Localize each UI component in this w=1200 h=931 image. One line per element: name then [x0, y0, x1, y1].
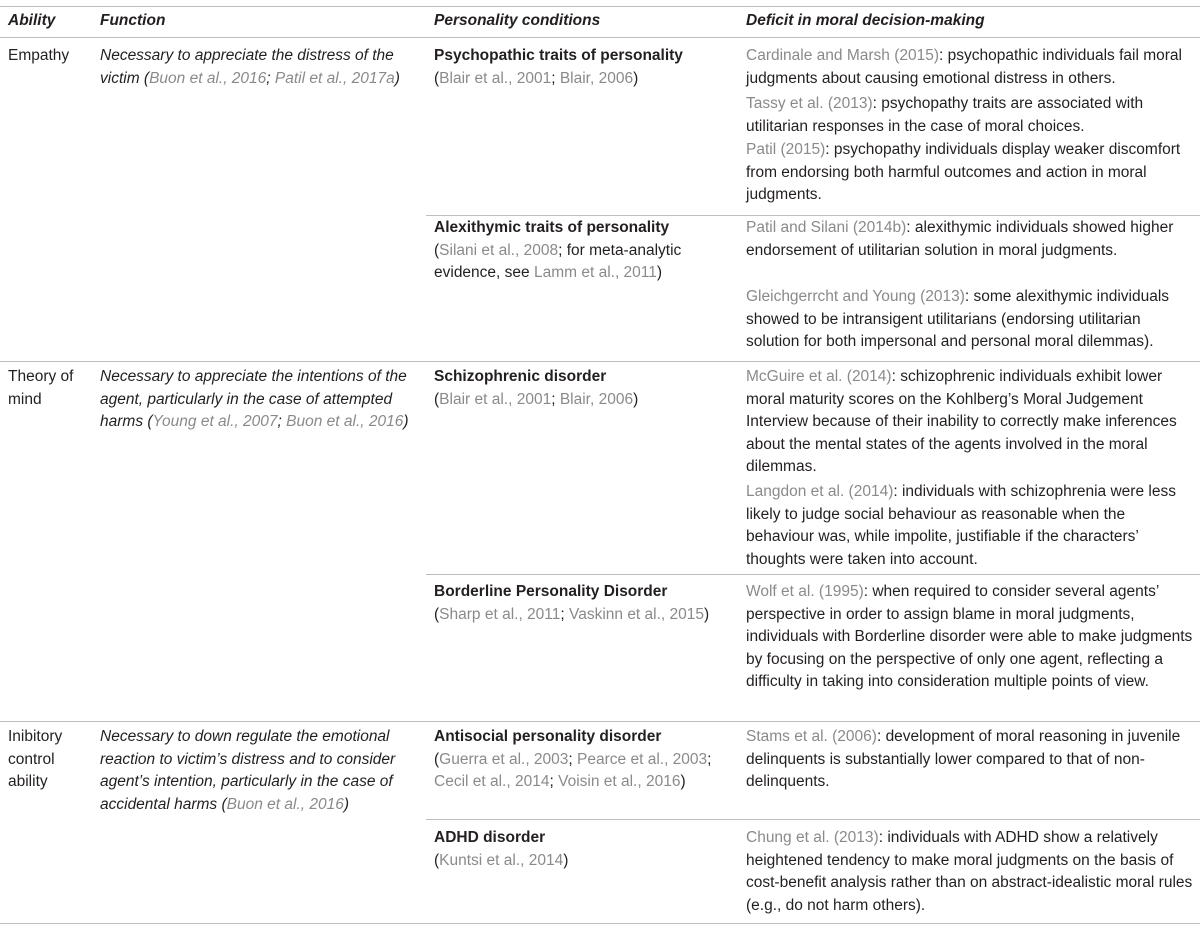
condition-references — [434, 850, 734, 873]
citation-link[interactable]: Buon et al., 2016 — [286, 413, 404, 430]
citation-link[interactable]: Blair, 2006 — [559, 390, 634, 408]
row-divider — [426, 574, 1200, 575]
condition-cell — [434, 366, 734, 411]
deficit-text: : psychopathy traits are associated with utilitarian responses in the case of moral choices. — [746, 95, 1144, 135]
citation-link[interactable]: Buon et al., 2016 — [226, 795, 344, 813]
header-ability: Ability — [8, 12, 56, 29]
citation-link[interactable]: Wolf et al. (1995) — [746, 583, 864, 600]
ability-cell: Theory of mind — [8, 368, 74, 408]
citation-link[interactable]: Patil et al., 2017a — [274, 69, 395, 87]
deficit-text: : individuals with schizophrenia were less likely to judge social behaviour as reasonable when the behaviour was, while impolite, justifiable if the characters’ thoughts were taken into account. — [746, 483, 1176, 568]
citation-link[interactable]: Blair, 2006 — [559, 69, 634, 87]
citation-link[interactable]: Cardinale and Marsh (2015) — [746, 47, 939, 64]
deficit-text: : psychopathic individuals fail moral judgments about causing emotional distress in others. — [746, 47, 1182, 87]
condition-references — [434, 68, 734, 91]
function-text: Necessary to appreciate the distress of the victim ( — [100, 47, 394, 87]
condition-cell — [434, 581, 734, 626]
paren-close: ) — [704, 605, 710, 623]
paren-close: ) — [656, 264, 663, 281]
condition-title: Alexithymic traits of personality — [434, 219, 670, 236]
citation-link[interactable]: Gleichgerrcht and Young (2013) — [746, 288, 965, 305]
citation-link[interactable]: Patil (2015) — [746, 141, 826, 158]
row-divider — [0, 361, 1200, 362]
header-bottom-rule — [0, 37, 1200, 38]
paren-close: ) — [633, 69, 639, 87]
paren-close: ) — [394, 69, 400, 87]
header-deficit: Deficit in moral decision-making — [746, 12, 985, 29]
deficit-text: : individuals with ADHD show a relatively heightened tendency to make moral judgments on the basis of cost-benefit analysis rather than on abstract-idealistic moral rules (e.g., do not harm others). — [746, 829, 1193, 914]
condition-references — [434, 389, 734, 412]
condition-cell — [434, 45, 734, 90]
paren-close: ) — [680, 773, 686, 790]
citation-link[interactable]: Langdon et al. (2014) — [746, 483, 894, 500]
paren-open: ( — [434, 241, 440, 259]
citation-link[interactable]: Lamm et al., 2011 — [533, 264, 657, 281]
paren-open: ( — [434, 750, 440, 768]
table-bottom-rule — [0, 923, 1200, 924]
citation-separator: ; — [277, 413, 287, 430]
citation-separator: ; — [707, 750, 712, 768]
paren-open: ( — [434, 69, 440, 87]
condition-title: ADHD disorder — [434, 829, 546, 846]
deficit-entry — [746, 217, 1194, 262]
citation-separator: ; — [551, 69, 560, 87]
citation-link[interactable]: Young et al., 2007 — [152, 413, 278, 430]
citation-link[interactable]: Guerra et al., 2003 — [439, 750, 569, 768]
citation-link[interactable]: Cecil et al., 2014 — [434, 773, 550, 790]
citation-link[interactable]: Blair et al., 2001 — [439, 390, 552, 408]
function-cell — [100, 726, 418, 816]
function-cell — [100, 45, 418, 90]
citation-separator: ; — [549, 773, 559, 790]
condition-cell — [434, 217, 734, 285]
ability-cell: Empathy — [8, 47, 70, 64]
header-personality-conditions: Personality conditions — [434, 12, 601, 29]
header-function: Function — [100, 12, 166, 29]
function-cell — [100, 366, 418, 434]
deficit-text: : some alexithymic individuals showed to be intransigent utilitarians (endorsing utilitarian solution for both impersonal and personal moral dilemmas). — [746, 288, 1170, 350]
citation-link[interactable]: Tassy et al. (2013) — [746, 95, 873, 112]
citation-link[interactable]: Voisin et al., 2016 — [558, 773, 681, 790]
condition-references — [434, 604, 734, 627]
citation-separator: ; — [568, 750, 578, 768]
deficit-entry — [746, 139, 1194, 207]
citation-link[interactable]: Pearce et al., 2003 — [577, 750, 708, 768]
citation-link[interactable]: Silani et al., 2008 — [439, 241, 559, 259]
deficit-entry — [746, 481, 1194, 571]
condition-title: Borderline Personality Disorder — [434, 583, 668, 600]
function-text: Necessary to appreciate the intentions of the agent, particularly in the case of attempted harms ( — [100, 368, 407, 430]
condition-cell — [434, 726, 734, 794]
paren-close: ) — [563, 851, 569, 869]
citation-link[interactable]: Blair et al., 2001 — [439, 69, 552, 87]
deficit-text: : schizophrenic individuals exhibit lower moral maturity scores on the Kohlberg’s Moral Judgement Interview because of their inability to correctly make inferences about the mental states of the agents involved in the moral dilemmas. — [746, 368, 1177, 475]
paren-open: ( — [434, 390, 440, 408]
deficit-entry — [746, 286, 1194, 354]
condition-cell — [434, 827, 734, 872]
citation-link[interactable]: Vaskinn et al., 2015 — [569, 605, 705, 623]
citation-link[interactable]: Patil and Silani (2014b) — [746, 219, 907, 236]
table-top-rule — [0, 6, 1200, 7]
citation-link[interactable]: Stams et al. (2006) — [746, 728, 877, 745]
citation-link[interactable]: Kuntsi et al., 2014 — [439, 851, 564, 869]
paren-close: ) — [403, 413, 409, 430]
condition-title: Schizophrenic disorder — [434, 368, 607, 385]
citation-separator: ; — [551, 390, 560, 408]
paren-open: ( — [434, 605, 440, 623]
citation-separator: ; for meta-analytic evidence, see — [434, 241, 682, 281]
condition-title: Antisocial personality disorder — [434, 728, 662, 745]
deficit-entry — [746, 366, 1194, 479]
deficit-text: : development of moral reasoning in juvenile delinquents is substantially lower compared to that of non-delinquents. — [746, 728, 1181, 790]
condition-references — [434, 240, 734, 285]
paren-open: ( — [434, 851, 440, 869]
deficit-entry — [746, 726, 1194, 794]
deficit-text: : psychopathy individuals display weaker discomfort from endorsing both harmful outcomes and action in moral judgments. — [746, 141, 1181, 203]
citation-link[interactable]: Buon et al., 2016 — [149, 69, 267, 87]
condition-title: Psychopathic traits of personality — [434, 47, 683, 64]
deficit-text: : when required to consider several agents’ perspective in order to assign blame in moral judgments, individuals with Borderline disorder were able to make judgments by focusing on the perspective of only one agent, reflecting a difficulty in taking into consideration multiple points of view. — [746, 583, 1193, 690]
row-divider — [0, 721, 1200, 722]
deficit-text: : alexithymic individuals showed higher endorsement of utilitarian solution in moral judgments. — [746, 219, 1174, 259]
citation-separator: ; — [560, 605, 570, 623]
deficit-entry — [746, 93, 1194, 138]
ability-cell: Inibitory control ability — [8, 728, 63, 790]
citation-link[interactable]: Chung et al. (2013) — [746, 829, 879, 846]
row-divider — [426, 819, 1200, 820]
condition-references — [434, 749, 734, 794]
citation-link[interactable]: Sharp et al., 2011 — [439, 605, 561, 623]
row-divider — [426, 215, 1200, 216]
citation-separator: ; — [266, 69, 275, 87]
deficit-entry — [746, 581, 1194, 694]
paren-close: ) — [633, 390, 639, 408]
deficit-entry — [746, 45, 1194, 90]
citation-link[interactable]: McGuire et al. (2014) — [746, 368, 892, 385]
function-text: Necessary to down regulate the emotional reaction to victim’s distress and to consider agent’s intention, particularly in the case of accidental harms ( — [100, 728, 396, 813]
deficit-entry — [746, 827, 1194, 917]
paren-close: ) — [343, 795, 350, 813]
